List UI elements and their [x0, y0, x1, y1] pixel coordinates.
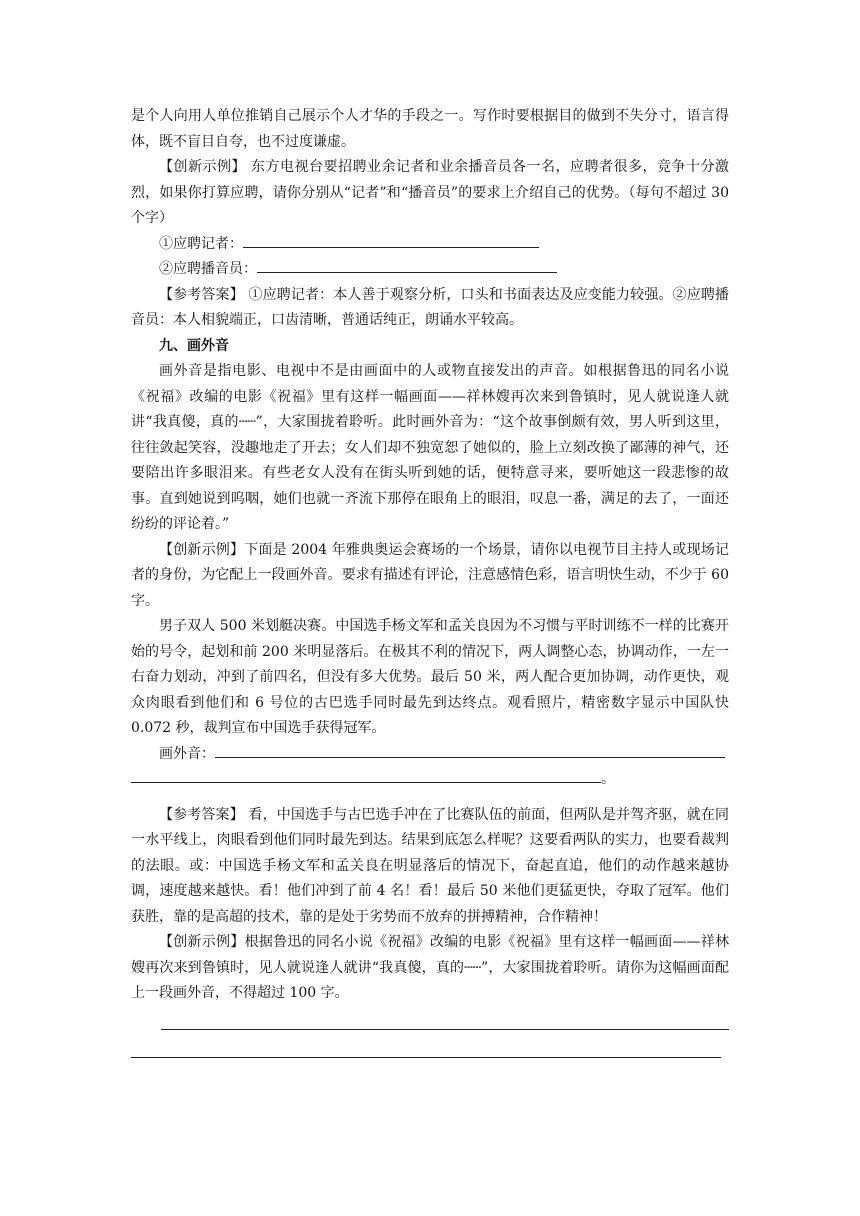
answer1-text: ①应聘记者：本人善于观察分析，口头和书面表达及应变能力较强。②应聘播音员：本人相貌端正，口齿清晰，普通话纯正，朗诵水平较高。 — [131, 286, 730, 328]
intro-paragraph: 是个人向用人单位推销自己展示个人才华的手段之一。写作时要根据目的做到不失分寸，语言得体，既不盲目自夸，也不过度谦虚。 — [131, 108, 729, 150]
section9-heading: 九、画外音 — [159, 337, 229, 354]
answer2-paragraph — [131, 803, 729, 931]
example2-tag: 【创新示例】 — [159, 541, 245, 558]
answer2-text: 看，中国选手与古巴选手冲在了比赛队伍的前面，但两队是并驾齐驱，就在同一水平线上，肉眼看到他们同时最先到达。结果到底怎么样呢？这要看两队的实力，也要看裁判的法眼。或：中国选手杨文军和孟关良在明显落后的情况下，奋起直追，他们的动作越来越协调，速度越来越快。看！他们冲到了前 4 名！看！最后 50 米他们更猛更快，夺取了冠军。他们获胜，靠的是高超的技术，靠的是处于劣势而不放弃的拼搏精神，合作精神！ — [131, 806, 730, 925]
example3-answer-line-2[interactable] — [131, 1057, 721, 1058]
example3-answer-line-1[interactable] — [161, 1029, 729, 1030]
example2-text: 下面是 2004 年雅典奥运会赛场的一个场景，请你以电视节目主持人或现场记者的身份，为它配上一段画外音。要求有描述有评论，注意感情色彩，语言明快生动，不少于 60 字。 — [131, 541, 730, 609]
example1-text: 东方电视台要招聘业余记者和业余播音员各一名，应聘者很多，竞争十分激烈，如果你打算应聘，请你分别从“记者”和“播音员”的要求上介绍自己的优势。（每句不超过 30 个字） — [131, 159, 730, 226]
answer1-paragraph — [131, 283, 729, 334]
example1-tag: 【创新示例】 — [159, 159, 247, 175]
announcer-answer-blank[interactable] — [257, 258, 557, 273]
example3-answer-area[interactable] — [131, 1007, 729, 1067]
reporter-field-label: ①应聘记者： — [159, 235, 243, 252]
example3-paragraph — [131, 930, 729, 1007]
scene-paragraph: 男子双人 500 米划艇决赛。中国选手杨文军和孟关良因为不习惯与平时训练不一样的比赛开始的号令，起划和前 200 米明显落后。在极其不利的情况下，两人调整心态，协调动作，一左一右奋力划动，冲到了前四名，但没有多大优势。最后 50 米，两人配合更加协调，动作更快，观众肉眼看到他们和 6 号位的古巴选手同时最先到达终点。观看照片，精密数字显示中国队快 0.072 秒，裁判宣布中国选手获得冠军。 — [131, 618, 729, 736]
spacer — [131, 793, 729, 803]
answer1-tag: 【参考答案】 — [159, 286, 244, 303]
example3-tag: 【创新示例】 — [159, 934, 245, 950]
example3-text: 根据鲁迅的同名小说《祝福》改编的电影《祝福》里有这样一幅画面——祥林嫂再次来到鲁镇时，见人就说逢人就讲“我真傻，真的┄┄”，大家围拢着聆听。请你为这幅画面配上一段画外音，不得超过 100 字。 — [131, 934, 730, 1001]
example1-paragraph — [131, 155, 729, 232]
reporter-answer-blank[interactable] — [243, 233, 539, 248]
section9-paragraph: 画外音是指电影、电视中不是由画面中的人或物直接发出的声音。如根据鲁迅的同名小说《祝福》改编的电影《祝福》里有这样一幅画面——祥林嫂再次来到鲁镇时，见人就说逢人就讲“我真傻，真的┄┄”，大家围拢着聆听。此时画外音为：“这个故事倒颇有效，男人听到这里，往往敛起笑容，没趣地走了开去；女人们却不独宽恕了她似的，脸上立刻改换了鄙薄的神气，还要陪出许多眼泪来。有些老女人没有在街头听到她的话，便特意寻来，要听她这一段悲惨的故事。直到她说到呜咽，她们也就一齐流下那停在眼角上的眼泪，叹息一番，满足的去了，一面还纷纷的评论着。” — [131, 363, 729, 532]
example2-paragraph — [131, 538, 729, 615]
voiceover-end-mark: 。 — [601, 771, 615, 787]
voiceover-answer-blank-1[interactable] — [215, 743, 725, 758]
voiceover-answer-blank-2[interactable] — [131, 768, 601, 783]
document-page — [131, 104, 729, 1067]
answer2-tag: 【参考答案】 — [159, 806, 244, 823]
reporter-field-row — [131, 232, 729, 258]
voiceover-field-label: 画外音： — [159, 745, 215, 762]
announcer-field-label: ②应聘播音员： — [159, 261, 257, 277]
announcer-field-row — [131, 257, 729, 283]
voiceover-field-row-2 — [131, 767, 729, 793]
voiceover-field-row — [131, 742, 729, 768]
